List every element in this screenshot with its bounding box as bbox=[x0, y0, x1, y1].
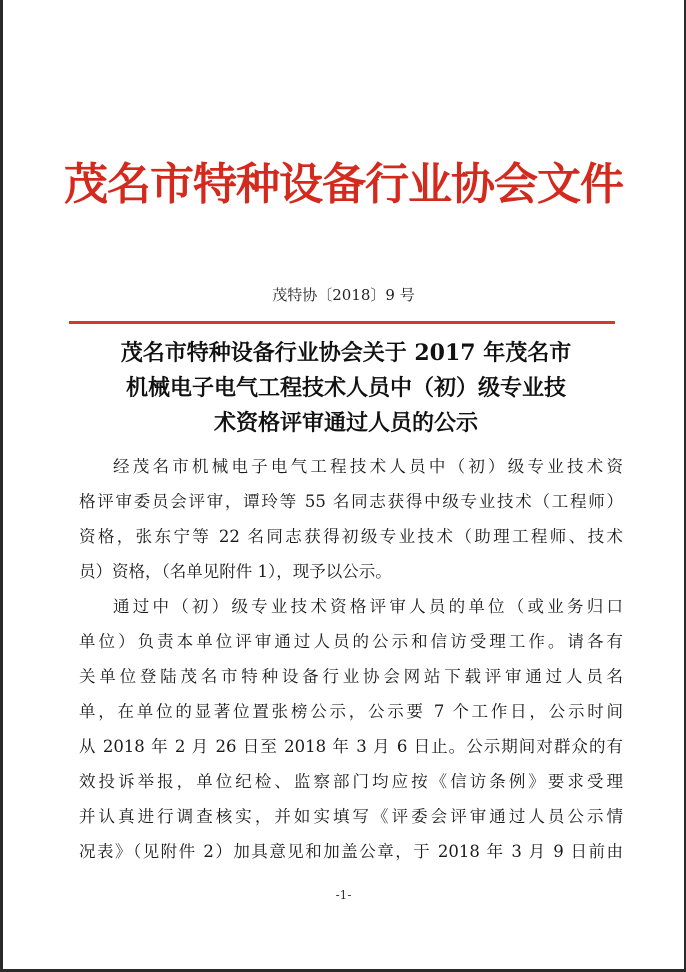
body-line: 格评审委员会评审，谭玲等 55 名同志获得中级专业技术（工程师） bbox=[79, 492, 623, 511]
body-line: 并认真进行调查核实，并如实填写《评委会评审通过人员公示情 bbox=[79, 807, 623, 826]
body-line: 员）资格，（名单见附件 1），现予以公示。 bbox=[79, 562, 392, 581]
body-line: 单，在单位的显著位置张榜公示，公示要 7 个工作日，公示时间 bbox=[79, 702, 623, 721]
masthead-title: 茂名市特种设备行业协会文件 bbox=[64, 159, 623, 210]
body-line: 效投诉举报，单位纪检、监察部门均应按《信访条例》要求受理 bbox=[79, 772, 623, 791]
body-line: 况表》（见附件 2）加具意见和加盖公章，于 2018 年 3 月 9 日前由 bbox=[79, 842, 623, 861]
paragraph-2 bbox=[79, 589, 623, 869]
document-number: 茂特协〔2018〕9 号 bbox=[272, 286, 415, 304]
body-line: 经茂名市机械电子电气工程技术人员中（初）级专业技术资 bbox=[113, 457, 623, 476]
body-line: 单位）负责本单位评审通过人员的公示和信访受理工作。请各有 bbox=[79, 632, 623, 651]
title-line: 术资格评审通过人员的公示 bbox=[213, 410, 478, 436]
body-line: 通过中（初）级专业技术资格评审人员的单位（或业务归口 bbox=[113, 597, 623, 616]
body-line: 从 2018 年 2 月 26 日至 2018 年 3 月 6 日止。公示期间对群众的有 bbox=[79, 737, 623, 756]
notice-body bbox=[79, 449, 623, 869]
red-divider-line bbox=[69, 321, 615, 324]
body-line: 关单位登陆茂名市特种设备行业协会网站下载评审通过人员名 bbox=[79, 667, 623, 686]
paragraph-1 bbox=[79, 449, 623, 589]
notice-title bbox=[63, 336, 629, 441]
title-line: 机械电子电气工程技术人员中（初）级专业技 bbox=[125, 375, 566, 401]
title-line: 茂名市特种设备行业协会关于 2017 年茂名市 bbox=[120, 340, 572, 366]
body-line: 资格，张东宁等 22 名同志获得初级专业技术（助理工程师、技术 bbox=[79, 527, 623, 546]
page-number: -1- bbox=[335, 888, 352, 902]
